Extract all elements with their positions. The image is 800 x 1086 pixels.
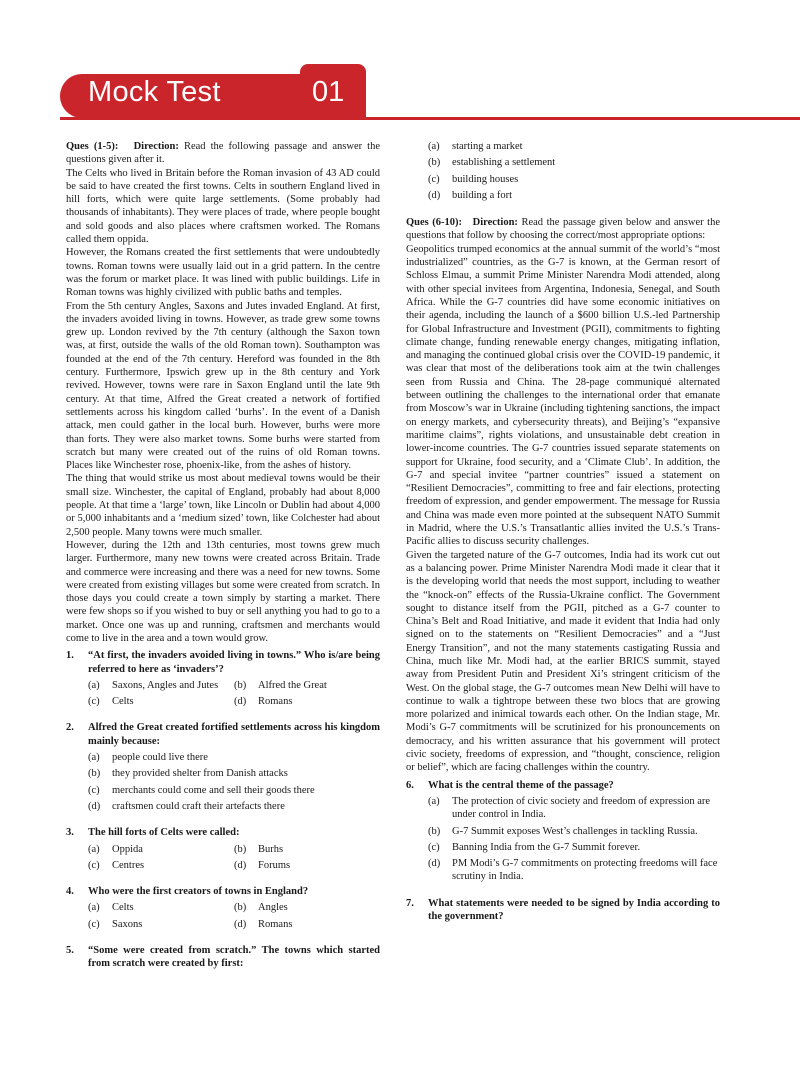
set1-label: Ques (1-5): — [66, 141, 119, 152]
passage1-paragraph: From the 5th century Angles, Saxons and Jutes invaded England. At first, the invaders avoided living in towns. However, as trade grew some towns grew up. London revived by the 7th century (although the Saxon town was, at first, outside the walls of the old Roman town). Southampton was founded at the end of the 7th century. Hereford was founded in the 8th century. Furthermore, Ipswich grew up in the 8th century and York revived. However, towns were rare in Saxon England until the late 9th century. At that time, Alfred the Great created a network of fortified settlements across his kingdom called ‘burhs’. In the event of a Danish attack, men could gather in the local burh. However, burhs were more than forts. They were also market towns. Some burhs were started from scratch but many were created out of the ruins of old Roman towns. Places like Winchester rose, phoenix-like, from the ashes of history. — [66, 300, 380, 472]
option-a[interactable]: (a) Oppida — [88, 843, 143, 855]
question-text: Who were the first creators of towns in England? — [88, 886, 309, 898]
passage1-paragraph: However, during the 12th and 13th centuries, most towns grew much larger. Furthermore, many new towns were created across Britain. Trade and commerce were increasing and there was a need for new towns. Some were created from existing villages but some were created from scratch. In those days you could create a town simply by starting a market. There were few shops so if you wished to buy or sell anything you had to go to a market. Once one was up and running, craftsmen and merchants would come to live in the area and a town would grow. — [66, 539, 380, 644]
question-number: 3. — [66, 827, 74, 839]
question-number: 5. — [66, 945, 74, 957]
option-b[interactable]: (b) Angles — [234, 902, 288, 914]
option-b[interactable]: (b) they provided shelter from Danish attacks — [88, 768, 288, 780]
left-column — [66, 140, 380, 971]
option-d[interactable]: (d) Forums — [234, 859, 291, 871]
passage1-paragraph: The Celts who lived in Britain before the Roman invasion of 43 AD could be said to have created the first towns. Celts in southern England lived in hill forts, which were quite large settlements. (Some probably had thousands of inhabitants). They were places of trade, where people bought and sold goods and also places where craftsmen worked. The Romans called them oppida. — [66, 167, 380, 246]
option-d[interactable]: (d) craftsmen could craft their artefacts there — [88, 800, 285, 812]
option-d[interactable]: (d) Romans — [234, 918, 293, 930]
option-a[interactable]: (a) starting a market — [428, 141, 523, 152]
question-5 — [66, 944, 380, 971]
option-c[interactable]: (c) Celts — [88, 696, 134, 708]
passage1-paragraph: The thing that would strike us most about medieval towns would be their small size. Winchester, the capital of England, probably had about 8,000 people. At that time a ‘large’ town, like Lincoln or Dublin had about 4,000 or 5,000 inhabitants and a ‘medium sized’ town, like Colchester had about 2,500 people. Many towns were much smaller. — [66, 473, 380, 538]
question-text: The hill forts of Celts were called: — [88, 827, 240, 839]
set2-direction-label: Direction: — [472, 217, 518, 229]
question-number: 7. — [406, 897, 414, 909]
option-c[interactable]: (c) Saxons — [88, 918, 143, 930]
option-b[interactable]: (b) establishing a settlement — [428, 157, 556, 169]
question-text: “Some were created from scratch.” The towns which started from scratch were created by first: — [88, 945, 380, 970]
option-c[interactable]: (c) Banning India from the G-7 Summit forever. — [428, 841, 641, 853]
header-banner — [0, 64, 800, 122]
right-column — [406, 140, 720, 923]
question-text: What is the central theme of the passage? — [428, 779, 614, 791]
set2-label: Ques (6-10): — [406, 217, 463, 229]
question-1 — [66, 649, 380, 708]
question-7 — [406, 897, 720, 924]
test-number: 01 — [312, 76, 345, 108]
set1-direction-label: Direction: — [133, 141, 179, 152]
question-3 — [66, 826, 380, 872]
question-text: What statements were needed to be signed by India according to the government? — [428, 897, 720, 923]
set1-direction — [66, 140, 380, 167]
question-2 — [66, 721, 380, 813]
set2-direction-text: Read the passage given below and answer the questions that follow by choosing the correct/most appropriate options: — [406, 217, 720, 242]
question-4 — [66, 885, 380, 931]
option-a[interactable]: (a) people could live there — [88, 752, 208, 764]
option-c[interactable]: (c) merchants could come and sell their goods there — [88, 784, 315, 796]
question-text: Alfred the Great created fortified settlements across his kingdom mainly because: — [88, 722, 380, 747]
question-number: 2. — [66, 722, 74, 734]
option-a[interactable]: (a) Celts — [88, 902, 134, 914]
option-b[interactable]: (b) G-7 Summit exposes West’s challenges in tackling Russia. — [428, 825, 698, 837]
option-c[interactable]: (c) Centres — [88, 859, 145, 871]
question-6 — [406, 779, 720, 884]
question-number: 6. — [406, 779, 414, 791]
page-title: Mock Test — [88, 76, 221, 108]
option-d[interactable]: (d) PM Modi’s G-7 commitments on protecting freedoms will face scrutiny in India. — [428, 858, 718, 883]
option-a[interactable]: (a) The protection of civic society and freedom of expression are under control in India. — [428, 795, 711, 821]
option-c[interactable]: (c) building houses — [428, 173, 519, 185]
set1-direction-text: Read the following passage and answer the questions given after it. — [66, 141, 381, 166]
passage1-paragraph: However, the Romans created the first settlements that were undoubtedly towns. Roman towns were usually laid out in a grid pattern. In the centre was the forum or market place. It was lined with public buildings. Life in Roman towns was highly civilized with public baths and temples. — [66, 247, 380, 299]
set2-direction — [406, 216, 720, 243]
passage2-paragraph: Given the targeted nature of the G-7 outcomes, India had its work cut out as a balancing power. Prime Minister Narendra Modi made it clear that it is the developing world that needs the most support, including to weather the “knock-on” effects of the Russia-Ukraine conflict. The Government sought to distance itself from the PGII, pitched as a G-7 counter to China’s Belt and Road Initiative, and made it evident that India had only signed on to the statements on “Resilient Democracies” and a “Just Energy Transition”, and not the many statements castigating Russia and China, much like Mr. Modi had, at the earlier BRICS summit, stayed away from President Putin and President Xi’s stringent criticism of the West. On the global stage, the G-7 outcomes mean New Delhi will have to continue to walk a tightrope between these two blocs that are growing more polarized and inimical towards each other. On the Indian stage, Mr. Modi’s G-7 commitments will be scrutinized for his pronouncements on democracy, and his written assurance that his government will protect civic society, freedoms of expression, and “thought, conscience, religion or belief”, which are facing challenges within the country. — [406, 549, 720, 774]
option-d[interactable]: (d) building a fort — [428, 189, 513, 201]
question-5-options — [428, 140, 720, 202]
option-b[interactable]: (b) Alfred the Great — [234, 679, 327, 691]
banner-underline — [60, 117, 800, 120]
question-text: “At first, the invaders avoided living in towns.” Who is/are being referred to here as ‘invaders’? — [88, 650, 380, 675]
passage2-paragraph: Geopolitics trumped economics at the annual summit of the world’s “most industrialized” countries, as the G-7 is known, at the German resort of Schloss Elmau, a summit Prime Minister Narendra Modi attended, along with other special invitees from Argentina, Indonesia, Senegal, and South Africa. While the G-7 countries did have some economic initiatives on their agenda, including the launch of a $600 billion U.S.-led Partnership for Global Infrastructure and Investment (PGII), commitments to fighting climate change, funding renewable energy changes, mitigating inflation, and managing the continued global crisis over the COVID-19 pandemic, it was clear that most of the deliberations took aim at the twin challenges seen from Russia and China. The 28-page communiqué alternated between outlining the challenges to the international order that emanate from Moscow’s war in Ukraine (including tightening sanctions, the impact on energy markets, and cybersecurity threats), and Beijing’s “expansive maritime claims”, rights violations, and unsustainable debt creation in lower-income countries. The G-7 countries issued separate statements on support for Ukraine, food security, and a ‘Climate Club’. In addition, the G-7 and special invitee “partner countries” issued a statement on “Resilient Democracies”, committing to free and fair elections, protecting freedom of expression, and gender empowerment. The message for Russia and China was made even more pointed at the subsequent NATO Summit in Madrid, where the U.S.’s Transatlantic allies invited the U.S.’s Trans-Pacific allies to discuss security challenges. — [406, 243, 720, 548]
option-b[interactable]: (b) Burhs — [234, 843, 284, 855]
question-number: 1. — [66, 650, 74, 662]
option-d[interactable]: (d) Romans — [234, 696, 293, 708]
question-number: 4. — [66, 886, 74, 898]
option-a[interactable]: (a) Saxons, Angles and Jutes — [88, 679, 219, 691]
